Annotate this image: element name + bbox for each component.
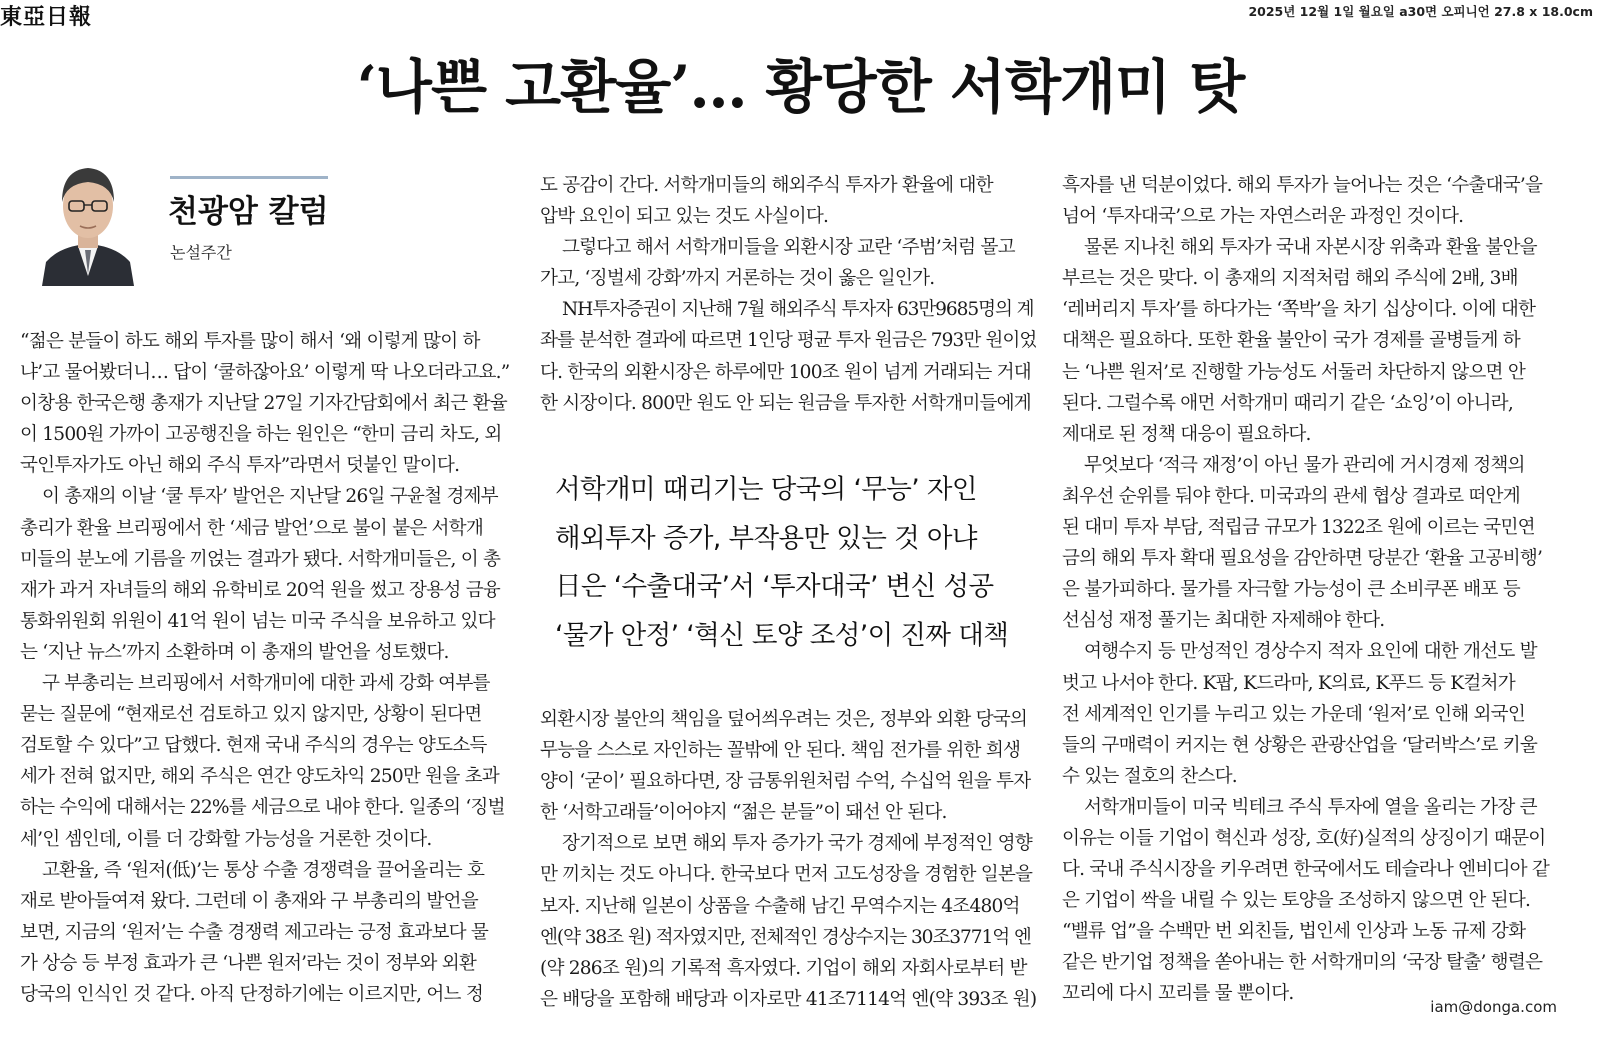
text-line: 제대로 된 정책 대응이 필요하다. (1062, 423, 1311, 445)
text-line: NH투자증권이 지난해 7월 해외주식 투자자 63만9685명의 계 (562, 299, 1034, 321)
text-line: 미들의 분노에 기름을 끼얹는 결과가 됐다. 서학개미들은, 이 총 (20, 548, 501, 570)
author-email: iam@donga.com (1430, 998, 1557, 1016)
text-line: 총리가 환율 브리핑에서 한 ‘세금 발언’으로 불이 붙은 서학개 (20, 517, 483, 539)
text-line: ‘물가 안정’ ‘혁신 토양 조성’이 진짜 대책 (555, 619, 1009, 651)
text-line: 최우선 순위를 둬야 한다. 미국과의 관세 협상 결과로 떠안게 (1062, 485, 1520, 507)
text-line: 이창용 한국은행 총재가 지난달 27일 기자간담회에서 최근 환율 (20, 393, 507, 415)
article-column-3 (1062, 170, 1560, 1010)
text-line: 日은 ‘수출대국’서 ‘투자대국’ 변신 성공 (555, 571, 994, 603)
columnist-name: 천광암 칼럼 (168, 194, 329, 230)
text-line: 서학개미들이 미국 빅테크 주식 투자에 열을 올리는 가장 큰 (1084, 796, 1537, 818)
text-line: 흑자를 낸 덕분이었다. 해외 투자가 늘어나는 것은 ‘수출대국’을 (1062, 175, 1543, 196)
text-line: 만 끼치는 것도 아니다. 한국보다 먼저 고도성장을 경험한 일본을 (540, 864, 1033, 886)
text-line: 장기적으로 보면 해외 투자 증가가 국가 경제에 부정적인 영향 (562, 833, 1032, 855)
text-line: 선심성 재정 풀기는 최대한 자제해야 한다. (1062, 610, 1385, 632)
text-line: 국인투자가도 아닌 해외 주식 투자”라면서 덧붙인 말이다. (20, 455, 460, 477)
text-line: 금의 해외 투자 확대 필요성을 감안하면 당분간 ‘환율 고공비행’ (1062, 548, 1543, 570)
text-line: 이 총재의 이날 ‘쿨 투자’ 발언은 지난달 26일 구윤철 경제부 (42, 486, 498, 508)
text-line: 한 시장이다. 800만 원도 안 되는 원금을 투자한 서학개미들에게 (540, 392, 1031, 414)
text-line: 당국의 인식인 것 같다. 아직 단정하기에는 이르지만, 어느 정 (20, 983, 483, 1005)
text-line: 넘어 ‘투자대국’으로 가는 자연스러운 과정인 것이다. (1062, 206, 1464, 228)
text-line: 서학개미 때리기는 당국의 ‘무능’ 자인 (555, 474, 977, 505)
newspaper-masthead: 東亞日報 (0, 4, 93, 30)
text-line: 재가 과거 자녀들의 해외 유학비로 20억 원을 썼고 장용성 금융 (20, 579, 500, 601)
publication-info: 2025년 12월 1일 월요일 a30면 오피니언 27.8 x 18.0cm (1248, 4, 1593, 19)
text-line: 양이 ‘굳이’ 필요하다면, 장 금통위원처럼 수억, 수십억 원을 투자 (540, 771, 1031, 793)
text-line: 보자. 지난해 일본이 상품을 수출해 남긴 무역수지는 4조480억 (540, 895, 1020, 917)
text-line: 물론 지나친 해외 투자가 국내 자본시장 위축과 환율 불안을 (1084, 237, 1537, 259)
text-line: 외환시장 불안의 책임을 덮어씌우려는 것은, 정부와 외환 당국의 (540, 709, 1028, 730)
text-line: 는 ‘나쁜 원저’로 진행할 가능성도 서둘러 차단하지 않으면 안 (1062, 361, 1525, 383)
text-line: 해외투자 증가, 부작용만 있는 것 아냐 (555, 522, 977, 554)
text-line: 도 공감이 간다. 서학개미들의 해외주식 투자가 환율에 대한 (540, 175, 993, 196)
text-line: 는 ‘지난 뉴스’까지 소환하며 이 총재의 발언을 성토했다. (20, 641, 449, 663)
text-line: 은 배당을 포함해 배당과 이자로만 41조7114억 엔(약 393조 원) (540, 988, 1036, 1010)
text-line: 된 대미 투자 부담, 적립금 규모가 1322조 원에 이르는 국민연 (1062, 517, 1535, 539)
byline-rule (170, 176, 328, 179)
text-line: 들의 구매력이 커지는 현 상황은 관광산업을 ‘달러박스’로 키울 (1062, 734, 1538, 756)
text-line: “밸류 업”을 수백만 번 외친들, 법인세 인상과 노동 규제 강화 (1062, 921, 1526, 943)
text-line: 재로 받아들여져 왔다. 그런데 이 총재와 구 부총리의 발언을 (20, 890, 478, 912)
article-column-1 (20, 326, 516, 1010)
text-line: 가 상승 등 부정 효과가 큰 ‘나쁜 원저’라는 것이 정부와 외환 (20, 952, 477, 974)
text-line: 여행수지 등 만성적인 경상수지 적자 요인에 대한 개선도 발 (1084, 641, 1537, 663)
page-title: ‘나쁜 고환율’… 황당한 서학개미 탓 (356, 53, 1245, 121)
text-line: 좌를 분석한 결과에 따르면 1인당 평균 투자 원금은 793만 원이었 (540, 330, 1036, 352)
text-line: 다. 한국의 외환시장은 하루에만 100조 원이 넘게 거래되는 거대 (540, 361, 1031, 383)
text-line: 세가 전혀 없지만, 해외 주식은 연간 양도차익 250만 원을 초과 (20, 766, 499, 788)
pull-quote (555, 466, 1035, 660)
text-line: 압박 요인이 되고 있는 것도 사실이다. (540, 206, 829, 228)
text-line: 은 불가피하다. 물가를 자극할 가능성이 큰 소비쿠폰 배포 등 (1062, 579, 1520, 601)
text-line: 세’인 셈인데, 이를 더 강화할 가능성을 거론한 것이다. (20, 828, 432, 850)
text-line: (약 286조 원)의 기록적 흑자였다. 기업이 해외 자회사로부터 받 (540, 957, 1027, 979)
text-line: 통화위원회 위원이 41억 원이 넘는 미국 주식을 보유하고 있다 (20, 610, 495, 632)
text-line: 꼬리에 다시 꼬리를 물 뿐이다. (1062, 983, 1294, 1005)
text-line: 검토할 수 있다”고 답했다. 현재 국내 주식의 경우는 양도소득 (20, 735, 487, 757)
columnist-photo (40, 150, 136, 286)
text-line: 엔(약 38조 원) 적자였지만, 전체적인 경상수지는 30조3771억 엔 (540, 926, 1031, 948)
text-line: 보면, 지금의 ‘원저’는 수출 경쟁력 제고라는 긍정 효과보다 물 (20, 921, 489, 943)
text-line: 무능을 스스로 자인하는 꼴밖에 안 된다. 책임 전가를 위한 희생 (540, 740, 1021, 762)
text-line: 이 1500원 가까이 고공행진을 하는 원인은 “한미 금리 차도, 외 (20, 424, 502, 446)
columnist-role: 논설주간 (170, 243, 232, 262)
text-line: 하는 수익에 대해서는 22%를 세금으로 내야 한다. 일종의 ‘징벌 (20, 797, 505, 819)
text-line: 벗고 나서야 한다. K팝, K드라마, K의료, K푸드 등 K컬처가 (1062, 672, 1515, 694)
text-line: 무엇보다 ‘적극 재정’이 아닌 물가 관리에 거시경제 정책의 (1084, 454, 1525, 476)
text-line: 대책은 필요하다. 또한 환율 불안이 국가 경제를 골병들게 하 (1062, 330, 1520, 352)
text-line: 은 기업이 싹을 내릴 수 있는 토양을 조성하지 않으면 안 된다. (1062, 890, 1531, 912)
article-column-2-lower (540, 704, 1036, 1015)
text-line: 된다. 그럴수록 애먼 서학개미 때리기 같은 ‘쇼잉’이 아니라, (1062, 392, 1513, 414)
text-line: 고환율, 즉 ‘원저(低)’는 통상 수출 경쟁력을 끌어올리는 호 (42, 859, 485, 881)
text-line: ‘레버리지 투자’를 하다가는 ‘쪽박’을 차기 십상이다. 이에 대한 (1062, 299, 1536, 321)
text-line: 한 ‘서학고래들’이어야지 “젊은 분들”이 돼선 안 된다. (540, 802, 947, 824)
text-line: 가고, ‘징벌세 강화’까지 거론하는 것이 옳은 일인가. (540, 268, 935, 290)
text-line: 이유는 이들 기업이 혁신과 성장, 호(好)실적의 상징이기 때문이 (1062, 827, 1546, 849)
text-line: 구 부총리는 브리핑에서 서학개미에 대한 과세 강화 여부를 (42, 673, 490, 695)
text-line: 묻는 질문에 “현재로선 검토하고 있지 않지만, 상황이 된다면 (20, 704, 482, 726)
text-line: 부르는 것은 맞다. 이 총재의 지적처럼 해외 주식에 2배, 3배 (1062, 268, 1518, 290)
text-line: “젊은 분들이 하도 해외 투자를 많이 해서 ‘왜 이렇게 많이 하 (20, 331, 480, 352)
text-line: 같은 반기업 정책을 쏟아내는 한 서학개미의 ‘국장 탈출’ 행렬은 (1062, 952, 1543, 974)
text-line: 다. 국내 주식시장을 키우려면 한국에서도 테슬라나 엔비디아 같 (1062, 859, 1550, 881)
text-line: 그렇다고 해서 서학개미들을 외환시장 교란 ‘주범’처럼 몰고 (562, 237, 1015, 259)
article-column-2 (540, 170, 1036, 419)
text-line: 수 있는 절호의 찬스다. (1062, 765, 1237, 787)
text-line: 냐’고 물어봤더니… 답이 ‘쿨하잖아요’ 이렇게 딱 나오더라고요.” (20, 362, 510, 384)
text-line: 전 세계적인 인기를 누리고 있는 가운데 ‘원저’로 인해 외국인 (1062, 703, 1525, 725)
